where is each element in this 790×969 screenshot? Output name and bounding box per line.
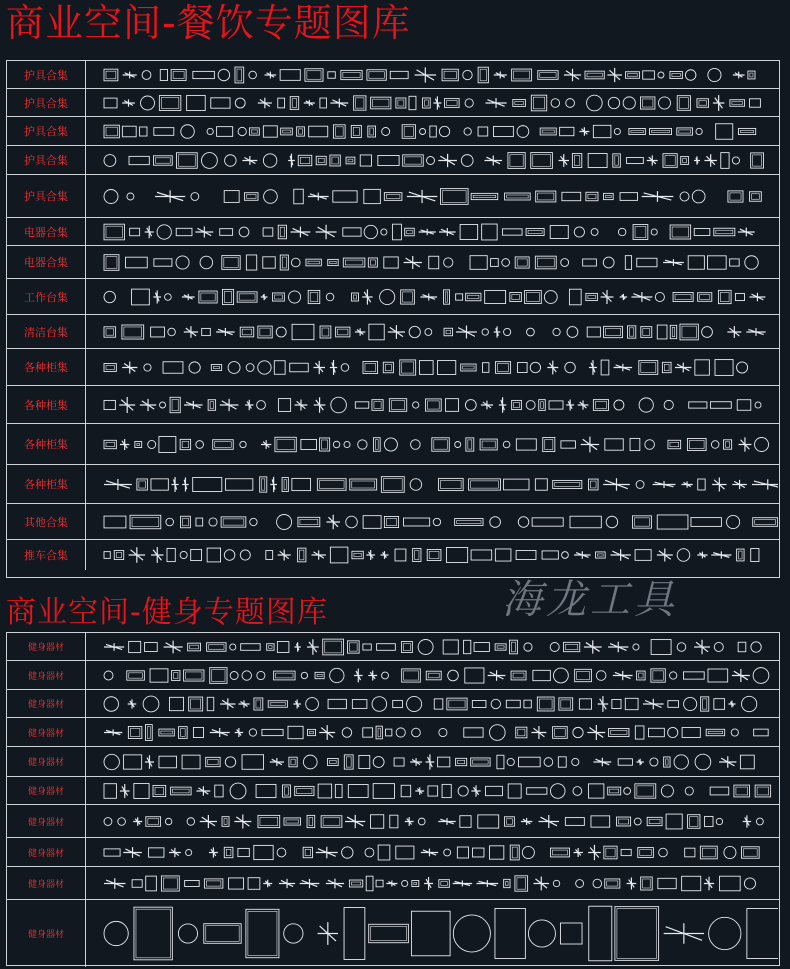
- row-symbol-strip: [86, 900, 779, 967]
- row-category-label: 推车合集: [7, 540, 86, 570]
- row-symbol-strip: [86, 175, 779, 217]
- cad-symbols-graphic: [86, 218, 778, 245]
- row-category-label: 健身器材: [7, 661, 86, 689]
- library-row: [7, 117, 779, 146]
- row-symbol-strip: [86, 805, 779, 837]
- catering-section-title: 商业空间-餐饮专题图库: [6, 1, 411, 45]
- cad-symbols-graphic: [86, 805, 778, 837]
- cad-symbols-graphic: [86, 867, 778, 899]
- library-row: [7, 540, 779, 570]
- row-symbol-strip: [86, 718, 779, 746]
- library-row: [7, 661, 779, 690]
- row-category-label: 健身器材: [7, 690, 86, 717]
- row-category-label: 护具合集: [7, 146, 86, 174]
- library-row: [7, 279, 779, 315]
- row-symbol-strip: [86, 386, 779, 423]
- cad-symbols-graphic: [86, 146, 778, 174]
- cad-symbols-graphic: [86, 540, 778, 570]
- library-row: [7, 175, 779, 218]
- row-category-label: 各种柜集: [7, 386, 86, 423]
- row-symbol-strip: [86, 61, 779, 88]
- cad-symbols-graphic: [86, 900, 778, 967]
- cad-symbols-graphic: [86, 246, 778, 278]
- row-symbol-strip: [86, 540, 779, 570]
- cad-symbols-graphic: [86, 349, 778, 385]
- library-row: [7, 424, 779, 465]
- row-category-label: 工作台集: [7, 279, 86, 314]
- library-row: [7, 465, 779, 504]
- row-category-label: 健身器材: [7, 718, 86, 746]
- row-symbol-strip: [86, 349, 779, 385]
- row-category-label: 各种柜集: [7, 465, 86, 503]
- row-symbol-strip: [86, 117, 779, 145]
- cad-symbols-graphic: [86, 690, 778, 717]
- row-symbol-strip: [86, 146, 779, 174]
- cad-symbols-graphic: [86, 718, 778, 746]
- library-row: [7, 315, 779, 349]
- library-row: [7, 747, 779, 777]
- fitness-section-title: 商业空间-健身专题图库: [6, 595, 328, 630]
- library-row: [7, 218, 779, 246]
- row-category-label: 清洁台集: [7, 315, 86, 348]
- library-row: [7, 246, 779, 279]
- library-row: [7, 61, 779, 89]
- row-category-label: 护具合集: [7, 89, 86, 116]
- cad-symbols-graphic: [86, 386, 778, 423]
- library-row: [7, 504, 779, 540]
- library-row: [7, 900, 779, 967]
- library-row: [7, 146, 779, 175]
- row-category-label: 其他合集: [7, 504, 86, 539]
- cad-symbols-graphic: [86, 175, 778, 217]
- cad-symbols-graphic: [86, 279, 778, 314]
- row-category-label: 健身器材: [7, 805, 86, 837]
- library-row: [7, 838, 779, 867]
- row-symbol-strip: [86, 315, 779, 348]
- row-category-label: 各种柜集: [7, 349, 86, 385]
- cad-symbols-graphic: [86, 117, 778, 145]
- cad-symbols-graphic: [86, 777, 778, 804]
- library-row: [7, 690, 779, 718]
- cad-symbols-graphic: [86, 661, 778, 689]
- cad-symbols-graphic: [86, 504, 778, 539]
- cad-symbols-graphic: [86, 633, 778, 660]
- row-category-label: 健身器材: [7, 747, 86, 776]
- row-category-label: 健身器材: [7, 633, 86, 660]
- row-category-label: 电器合集: [7, 218, 86, 245]
- row-category-label: 健身器材: [7, 900, 86, 967]
- row-category-label: 护具合集: [7, 175, 86, 217]
- row-category-label: 护具合集: [7, 117, 86, 145]
- row-symbol-strip: [86, 867, 779, 899]
- row-symbol-strip: [86, 661, 779, 689]
- row-symbol-strip: [86, 465, 779, 503]
- library-row: [7, 777, 779, 805]
- row-symbol-strip: [86, 747, 779, 776]
- row-category-label: 电器合集: [7, 246, 86, 278]
- row-symbol-strip: [86, 424, 779, 464]
- row-symbol-strip: [86, 633, 779, 660]
- row-category-label: 健身器材: [7, 867, 86, 899]
- row-category-label: 护具合集: [7, 61, 86, 88]
- library-row: [7, 89, 779, 117]
- row-symbol-strip: [86, 690, 779, 717]
- row-symbol-strip: [86, 246, 779, 278]
- cad-symbols-graphic: [86, 747, 778, 776]
- catering-library-grid: [6, 60, 780, 578]
- row-category-label: 各种柜集: [7, 424, 86, 464]
- fitness-library-grid: [6, 632, 780, 966]
- library-row: [7, 867, 779, 900]
- cad-symbols-graphic: [86, 315, 778, 348]
- cad-symbols-graphic: [86, 89, 778, 116]
- cad-symbols-graphic: [86, 424, 778, 464]
- library-row: [7, 386, 779, 424]
- row-symbol-strip: [86, 777, 779, 804]
- row-symbol-strip: [86, 89, 779, 116]
- library-row: [7, 805, 779, 838]
- watermark: 海龙工具: [502, 577, 678, 623]
- row-category-label: 健身器材: [7, 777, 86, 804]
- row-symbol-strip: [86, 218, 779, 245]
- cad-symbols-graphic: [86, 838, 778, 866]
- library-row: [7, 633, 779, 661]
- cad-symbols-graphic: [86, 61, 778, 88]
- row-symbol-strip: [86, 279, 779, 314]
- row-symbol-strip: [86, 838, 779, 866]
- cad-symbols-graphic: [86, 465, 778, 503]
- row-symbol-strip: [86, 504, 779, 539]
- library-row: [7, 718, 779, 747]
- library-row: [7, 349, 779, 386]
- row-category-label: 健身器材: [7, 838, 86, 866]
